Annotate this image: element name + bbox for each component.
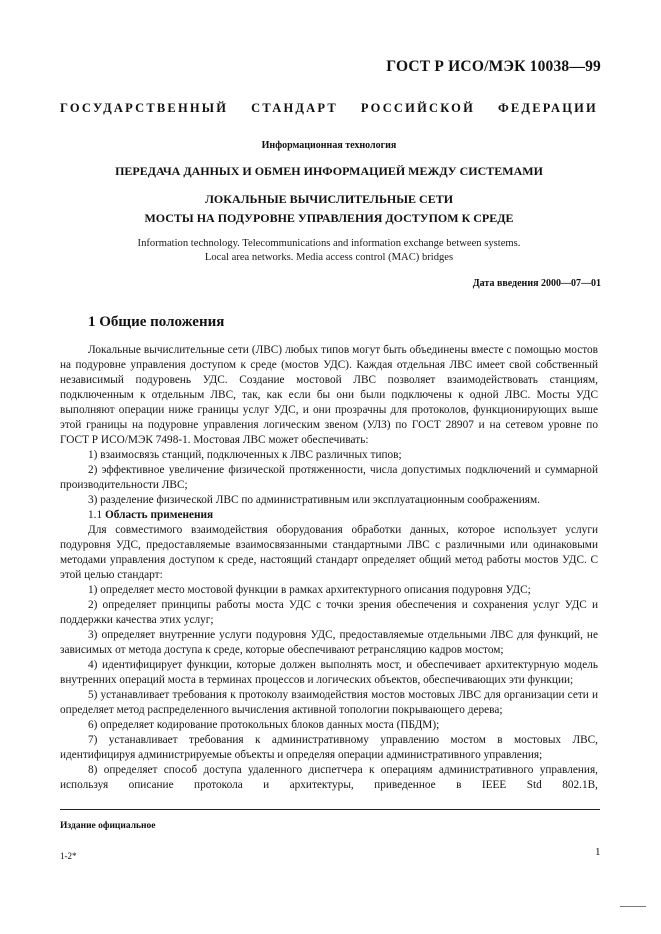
list-item: 5) устанавливает требования к протоколу взаимодействия мостов мостовых ЛВС для организации сети и определяет метод распределенного вычисления активной топологии покрывающего дерева; <box>60 689 598 716</box>
effective-date: Дата введения 2000—07—01 <box>472 278 601 289</box>
page-number: 1 <box>595 846 601 858</box>
printer-signature: 1-2* <box>60 851 77 861</box>
english-title-line-1: Information technology. Telecommunications and information exchange between systems. <box>137 238 521 249</box>
scope-paragraph: Для совместимого взаимодействия оборудования обработки данных, которое использует услуги подуровня УДС, предоставляемые взаимосвязанными стандартными ЛВС с различными или одинаковыми методами управления доступом к среде, настоящий стандарт определяет общий метод работы мостов УДС. С этой целью стандарт: <box>60 524 598 581</box>
list-item: 3) определяет внутренние услуги подуровня УДС, предоставляемые отдельными ЛВС для функций, не зависимых от метода доступа к среде, которые обеспечивают ретрансляцию кадров мостом; <box>60 629 598 656</box>
list-item: 4) идентифицирует функции, которые должен выполнять мост, и обеспечивает архитектурную модель внутренних операций моста в терминах процессов и логических объектов, обеспечивающих эти функции; <box>60 659 598 686</box>
subject-heading: Информационная технология <box>261 140 397 151</box>
document-code: ГОСТ Р ИСО/МЭК 10038—99 <box>386 58 601 75</box>
title-line-2: ЛОКАЛЬНЫЕ ВЫЧИСЛИТЕЛЬНЫЕ СЕТИ <box>204 192 454 206</box>
list-item: 6) определяет кодирование протокольных блоков данных моста (ПБДМ); <box>88 719 440 731</box>
title-line-1: ПЕРЕДАЧА ДАННЫХ И ОБМЕН ИНФОРМАЦИЕЙ МЕЖДУ СИСТЕМАМИ <box>115 164 543 178</box>
document-body <box>60 343 598 793</box>
subsection-heading <box>60 508 598 523</box>
subsection-number: 1.1 <box>88 509 103 521</box>
list-item: 7) устанавливает требования к административному управлению мостом в мостовых ЛВС, идентифицируя администрируемые объекты и определяя операции административного управления; <box>60 734 598 761</box>
standard-banner <box>60 101 598 116</box>
banner-word: РОССИЙСКОЙ <box>360 101 476 115</box>
english-title <box>60 237 598 264</box>
section-heading: 1 Общие положения <box>88 314 225 330</box>
title-line-3: МОСТЫ НА ПОДУРОВНЕ УПРАВЛЕНИЯ ДОСТУПОМ К СРЕДЕ <box>144 211 514 225</box>
banner-word: ГОСУДАРСТВЕННЫЙ <box>60 101 229 115</box>
subsection-title: Область применения <box>104 509 214 521</box>
edition-note: Издание официальное <box>60 821 156 831</box>
list-item: 2) определяет принципы работы моста УДС с точки зрения обеспечения и сохранения услуг УДС и поддержки качества этих услуг; <box>60 599 598 626</box>
intro-paragraph: Локальные вычислительные сети (ЛВС) любых типов могут быть объединены вместе с помощью мостов на подуровне управления доступом к среде (мостов УДС). Каждая отдельная ЛВС имеет свой собственный независимый подуровень УДС. Создание мостовой ЛВС позволяет взаимодействовать станциям, подключенным к отдельным ЛВС, так, как если бы они были подключены к одной ЛВС. Мосты УДС выполняют операции ниже границы услуг УДС, и они прозрачны для протоколов, функционирующих выше этой границы на подуровне управления логическим звеном (УЛЗ) по ГОСТ 28907 и на сетевом уровне по ГОСТ Р ИСО/МЭК 7498-1. Мостовая ЛВС может обеспечивать: <box>60 344 598 446</box>
list-item: 8) определяет способ доступа удаленного диспетчера к операциям административного управления, используя описание протокола и архитектуры, приведенное в IEEE Std 802.1B, <box>60 764 598 791</box>
banner-word: ФЕДЕРАЦИИ <box>497 101 598 115</box>
footer-divider <box>60 809 600 810</box>
corner-mark <box>620 906 646 907</box>
list-item: 1) взаимосвязь станций, подключенных к ЛВС различных типов; <box>88 449 402 461</box>
list-item: 3) разделение физической ЛВС по административным или эксплуатационным соображениям. <box>88 494 540 506</box>
english-title-line-2: Local area networks. Media access control (MAC) bridges <box>204 251 454 263</box>
banner-word: СТАНДАРТ <box>251 101 338 115</box>
list-item: 2) эффективное увеличение физической протяженности, числа допустимых подключений и суммарной производительности ЛВС; <box>60 464 598 491</box>
list-item: 1) определяет место мостовой функции в рамках архитектурного описания подуровня УДС; <box>88 584 531 596</box>
